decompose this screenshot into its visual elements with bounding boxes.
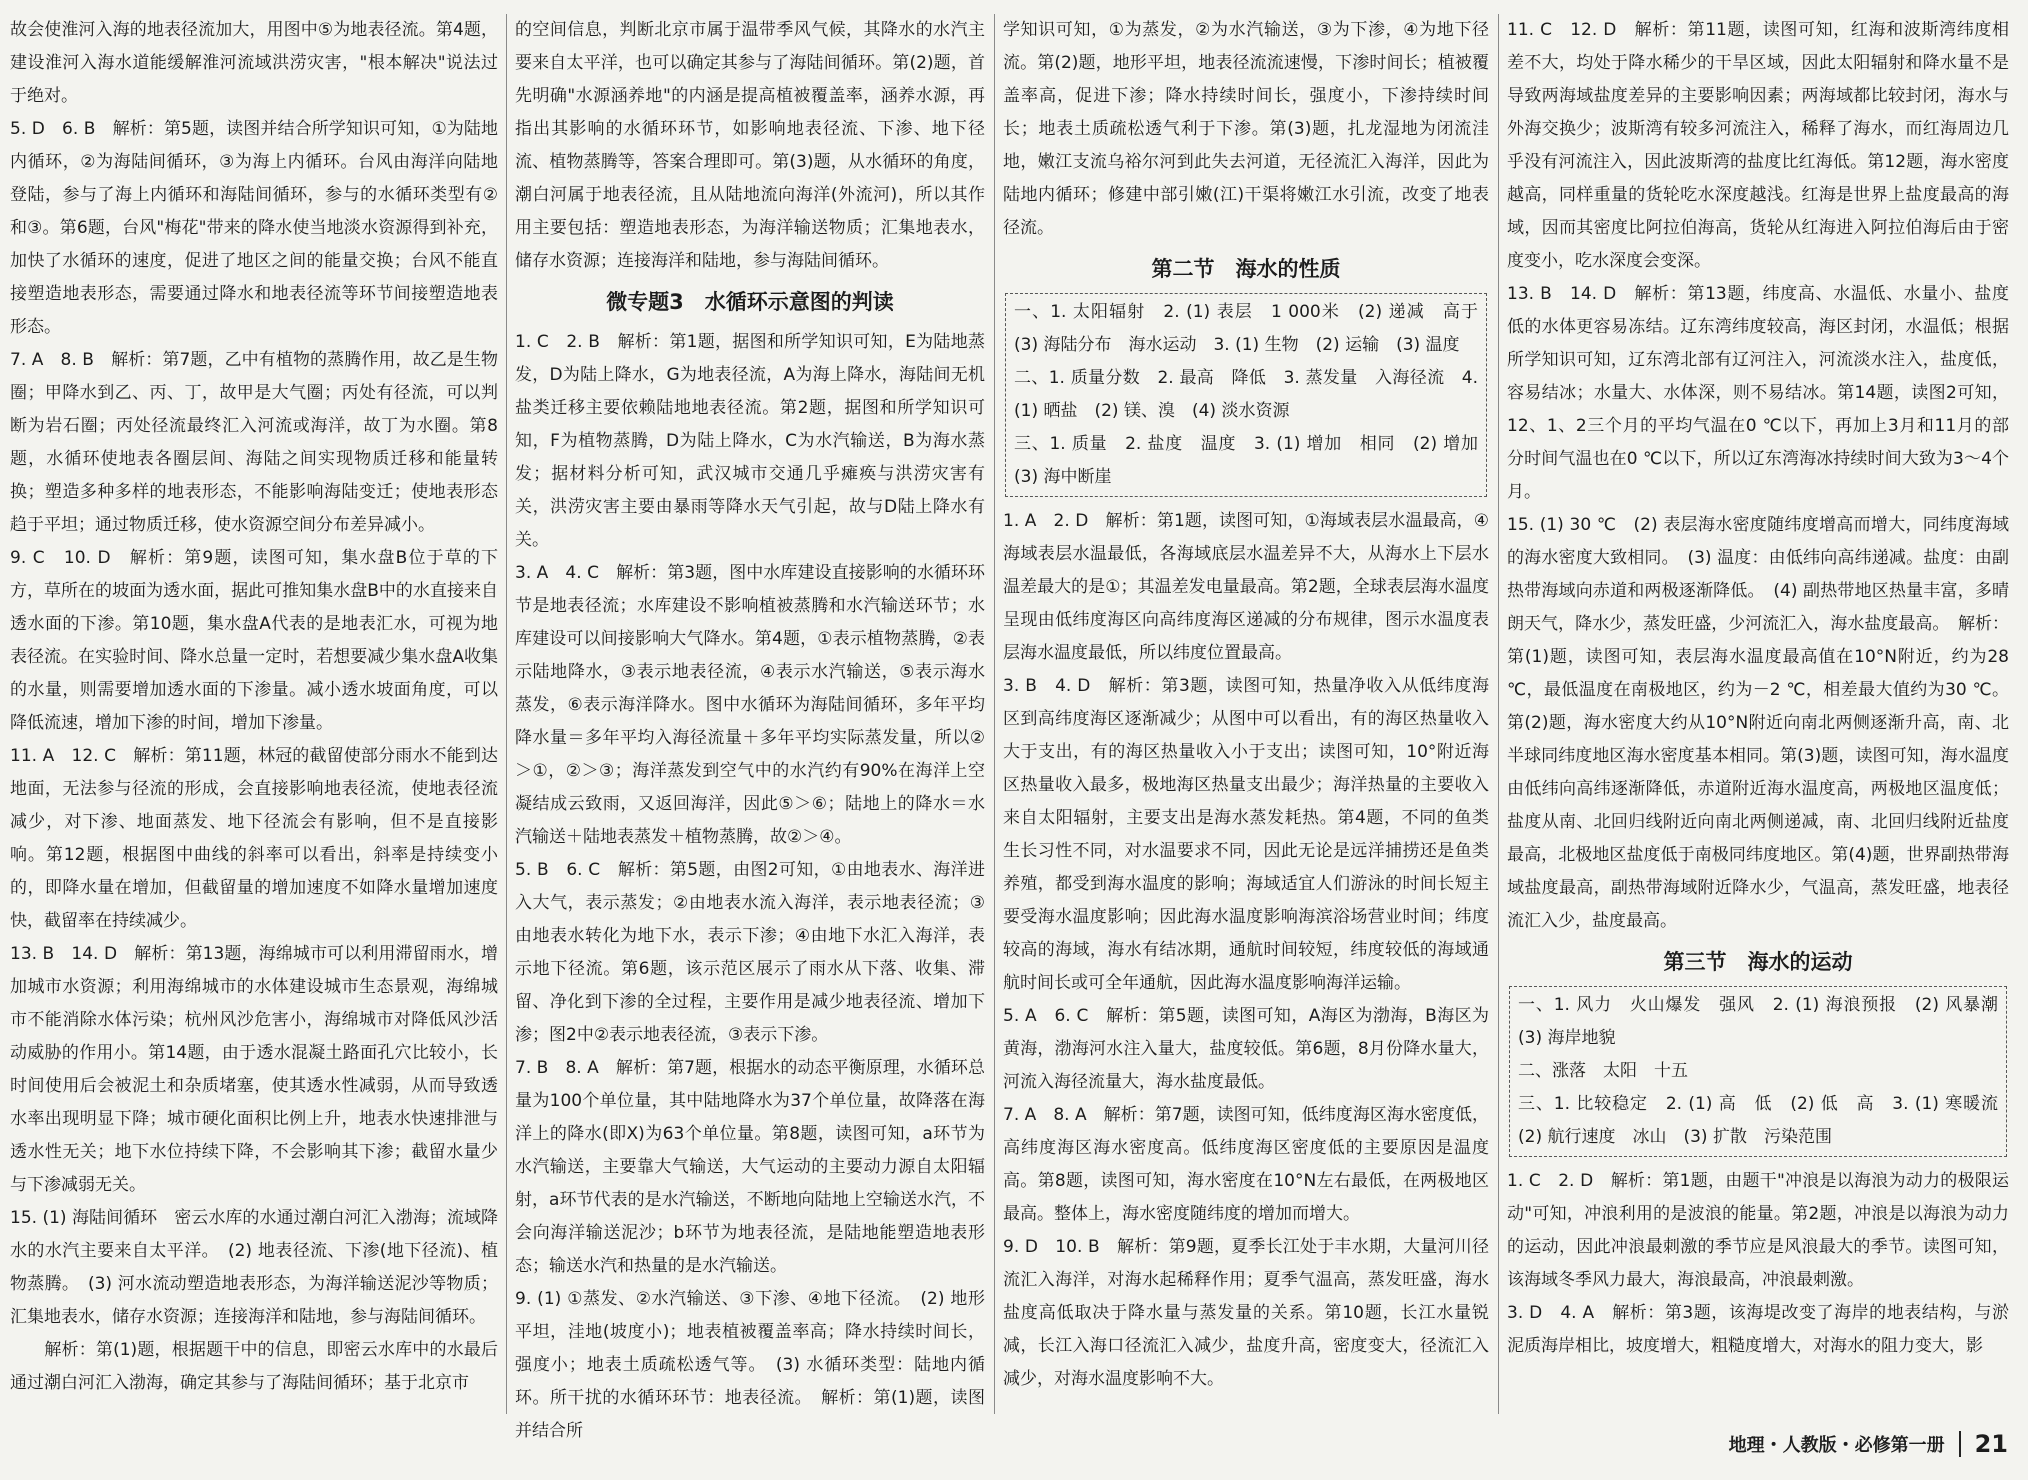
column-divider <box>994 14 995 1414</box>
page-number: 21 <box>1974 1430 2008 1458</box>
paragraph: 15. (1) 30 ℃ (2) 表层海水密度随纬度增高而增大，同纬度海域的海水密度大致相同。 (3) 温度：由低纬向高纬递减。盐度：由副热带海域向赤道和两极逐渐降低。 (4) 副热带地区热量丰富，多晴朗天气，降水少，蒸发旺盛，少河流汇入，海水盐度最高。 解析：第(1)题，读图可知，表层海水温度最高值在10°N附近，约为28 ℃，最低温度在南极地区，约为－2 ℃，相差最大值约为30 ℃。第(2)题，海水密度大约从10°N附近向南北两侧逐渐升高，南、北半球同纬度地区海水密度基本相同。第(3)题，读图可知，海水温度由低纬向高纬逐渐降低，赤道附近海水温度高，两极地区温度低；盐度从南、北回归线附近向南北两侧递减，南、北回归线附近盐度最高，北极地区盐度低于南极同纬度地区。第(4)题，世界副热带海域盐度最高，副热带海域附近降水少，气温高，蒸发旺盛，地表径流汇入少，盐度最高。 <box>1507 515 2009 931</box>
page-footer <box>1729 1426 2008 1462</box>
paragraph: 7. A 8. A 解析：第7题，读图可知，低纬度海区海水密度低，高纬度海区海水密度高。低纬度海区密度低的主要原因是温度高。第8题，读图可知，海水密度在10°N左右最低，在两极地区最高。整体上，海水密度随纬度的增加而增大。 <box>1003 1105 1489 1224</box>
box-line: 三、1. 质量 2. 盐度 温度 3. (1) 增加 相同 (2) 增加 (3) 海中断崖 <box>1014 434 1495 487</box>
paragraph: 5. B 6. C 解析：第5题，由图2可知，①由地表水、海洋进入大气，表示蒸发；②由地表水流入海洋，表示地表径流；③由地表水转化为地下水，表示下渗；④由地下水汇入海洋，表示地下径流。第6题，该示范区展示了雨水从下落、收集、滞留、净化到下渗的全过程，主要作用是减少地表径流、增加下渗；图2中②表示地表径流，③表示下渗。 <box>515 860 985 1045</box>
footer-divider <box>1959 1431 1961 1457</box>
section-title: 第三节 海水的运动 <box>1663 950 1853 974</box>
section-title: 第二节 海水的性质 <box>1151 257 1341 281</box>
column-4 <box>1507 14 2015 1414</box>
box-line: 二、涨落 太阳 十五 <box>1518 1061 1688 1081</box>
paragraph: 9. C 10. D 解析：第9题，读图可知，集水盘B位于草的下方，草所在的坡面为透水面，据此可推知集水盘B中的水直接来自透水面的下渗。第10题，集水盘A代表的是地表汇水，可视为地表径流。在实验时间、降水总量一定时，若想要减少集水盘A收集的水量，则需要增加透水面的下渗量。减小透水坡面角度，可以降低流速，增加下渗的时间，增加下渗量。 <box>10 548 498 733</box>
paragraph: 1. C 2. D 解析：第1题，由题干"冲浪是以海浪为动力的极限运动"可知，冲浪利用的是波浪的能量。第2题，冲浪是以海浪为动力的运动，因此冲浪最刺激的季节应是风浪最大的季节。读图可知，该海域冬季风力最大，海浪最高，冲浪最刺激。 <box>1507 1171 2009 1290</box>
column-2 <box>515 14 985 1441</box>
book-title: 地理・人教版・必修第一册 <box>1728 1435 1945 1456</box>
box-line: 三、1. 比较稳定 2. (1) 高 低 (2) 低 高 3. (1) 寒暖流 (2) 航行速度 冰山 (3) 扩散 污染范围 <box>1518 1094 2015 1147</box>
paragraph: 13. B 14. D 解析：第13题，纬度高、水温低、水量小、盐度低的水体更容易冻结。辽东湾纬度较高，海区封闭，水温低；根据所学知识可知，辽东湾北部有辽河注入，河流淡水注入，盐度低，容易结冰；水量大、水体深，则不易结冰。第14题，读图2可知，12、1、2三个月的平均气温在0 ℃以下，再加上3月和11月的部分时间气温也在0 ℃以下，所以辽东湾海冰持续时间大致为3～4个月。 <box>1507 284 2009 502</box>
paragraph: 7. A 8. B 解析：第7题，乙中有植物的蒸腾作用，故乙是生物圈；甲降水到乙、丙、丁，故甲是大气圈；丙处有径流，可以判断为岩石圈；丙处径流最终汇入河流或海洋，故丁为水圈。第8题，水循环使地表各圈层间、海陆之间实现物质迁移和能量转换；塑造多种多样的地表形态，不能影响海陆变迁；使地表形态趋于平坦；通过物质迁移，使水资源空间分布差异减小。 <box>10 350 498 535</box>
column-1 <box>10 14 498 1414</box>
box-line: 二、1. 质量分数 2. 最高 降低 3. 蒸发量 入海径流 4. (1) 晒盐 (2) 镁、溴 (4) 淡水资源 <box>1014 368 1478 421</box>
box-line: 一、1. 太阳辐射 2. (1) 表层 1 000米 (2) 递减 高于 (3) 海陆分布 海水运动 3. (1) 生物 (2) 运输 (3) 温度 <box>1014 302 1495 355</box>
column-3 <box>1003 14 1495 1414</box>
box-line: 一、1. 风力 火山爆发 强风 2. (1) 海浪预报 (2) 风暴潮 (3) 海岸地貌 <box>1518 995 2015 1048</box>
paragraph: 解析：第(1)题，根据题干中的信息，即密云水库中的水最后通过潮白河汇入渤海，确定其参与了海陆间循环；基于北京市 <box>10 1340 498 1393</box>
paragraph: 1. A 2. D 解析：第1题，读图可知，①海域表层水温最高，④海域表层水温最低，各海域底层水温差异不大，从海水上下层水温差最大的是①；其温差发电量最高。第2题，全球表层海水温度呈现由低纬度海区向高纬度海区递减的分布规律，图示水温度表层海水温度最低，所以纬度位置最高。 <box>1003 511 1489 663</box>
paragraph: 15. (1) 海陆间循环 密云水库的水通过潮白河汇入渤海；流域降水的水汽主要来自太平洋。 (2) 地表径流、下渗(地下径流)、植物蒸腾。 (3) 河水流动塑造地表形态，为海洋输送泥沙等物质；汇集地表水，储存水资源；连接海洋和陆地，参与海陆间循环。 <box>10 1208 498 1327</box>
section-title: 微专题3 水循环示意图的判读 <box>606 290 894 314</box>
paragraph: 11. A 12. C 解析：第11题，林冠的截留使部分雨水不能到达地面，无法参与径流的形成，会直接影响地表径流，使地表径流减少，对下渗、地面蒸发、地下径流会有影响，但不是直接影响。第12题，根据图中曲线的斜率可以看出，斜率是持续变小的，即降水量在增加，但截留量的增加速度不如降水量增加速度快，截留率在持续减少。 <box>10 746 498 931</box>
paragraph: 3. B 4. D 解析：第3题，读图可知，热量净收入从低纬度海区到高纬度海区逐渐减少；从图中可以看出，有的海区热量收入大于支出，有的海区热量收入小于支出；读图可知，10°附近海区热量收入最多，极地海区热量支出最少；海洋热量的主要收入来自太阳辐射，主要支出是海水蒸发耗热。第4题，不同的鱼类生长习性不同，对水温要求不同，因此无论是远洋捕捞还是鱼类养殖，都受到海水温度的影响；海域适宜人们游泳的时间长短主要受海水温度影响；因此海水温度影响海滨浴场营业时间；纬度较高的海域，海水有结冰期，通航时间较短，纬度较低的海域通航时间长或可全年通航，因此海水温度影响海洋运输。 <box>1003 676 1489 993</box>
paragraph: 3. D 4. A 解析：第3题，该海堤改变了海岸的地表结构，与淤泥质海岸相比，坡度增大，粗糙度增大，对海水的阻力变大，影 <box>1507 1303 2009 1356</box>
paragraph: 9. (1) ①蒸发、②水汽输送、③下渗、④地下径流。 (2) 地形平坦，洼地(坡度小)；地表植被覆盖率高；降水持续时间长，强度小；地表土质疏松透气等。 (3) 水循环类型：陆地内循环。所干扰的水循环环节：地表径流。 解析：第(1)题，读图并结合所 <box>515 1289 985 1441</box>
paragraph: 9. D 10. B 解析：第9题，夏季长江处于丰水期，大量河川径流汇入海洋，对海水起稀释作用；夏季气温高，蒸发旺盛，海水盐度高低取决于降水量与蒸发量的关系。第10题，长江水量锐减，长江入海口径流汇入减少，盐度升高，密度变大，径流汇入减少，对海水温度影响不大。 <box>1003 1237 1489 1389</box>
column-divider <box>1498 14 1499 1414</box>
paragraph: 学知识可知，①为蒸发，②为水汽输送，③为下渗，④为地下径流。第(2)题，地形平坦，地表径流流速慢，下渗时间长；植被覆盖率高，促进下渗；降水持续时间长，强度小，下渗持续时间长；地表土质疏松透气利于下渗。第(3)题，扎龙湿地为闭流洼地，嫩江支流乌裕尔河到此失去河道，无径流汇入海洋，因此为陆地内循环；修建中部引嫩(江)干渠将嫩江水引流，改变了地表径流。 <box>1003 20 1489 238</box>
paragraph: 3. A 4. C 解析：第3题，图中水库建设直接影响的水循环环节是地表径流；水库建设不影响植被蒸腾和水汽输送环节；水库建设可以间接影响大气降水。第4题，①表示植物蒸腾，②表示陆地降水，③表示地表径流，④表示水汽输送，⑤表示海水蒸发，⑥表示海洋降水。图中水循环为海陆间循环，多年平均降水量＝多年平均入海径流量＋多年平均实际蒸发量，所以②＞①，②＞③；海洋蒸发到空气中的水汽约有90%在海洋上空凝结成云致雨，又返回海洋，因此⑤＞⑥；陆地上的降水＝水汽输送＋陆地表蒸发＋植物蒸腾，故②＞④。 <box>515 563 985 847</box>
paragraph: 1. C 2. B 解析：第1题，据图和所学知识可知，E为陆地蒸发，D为陆上降水，G为地表径流，A为海上降水，海陆间无机盐类迁移主要依赖陆地地表径流。第2题，据图和所学知识可知，F为植物蒸腾，D为陆上降水，C为水汽输送，B为海水蒸发；据材料分析可知，武汉城市交通几乎瘫痪与洪涝灾害有关，洪涝灾害主要由暴雨等降水天气引起，故与D陆上降水有关。 <box>515 332 985 550</box>
fill-in-answer-box <box>1509 986 2015 1157</box>
paragraph: 11. C 12. D 解析：第11题，读图可知，红海和波斯湾纬度相差不大，均处于降水稀少的干旱区域，因此太阳辐射和降水量不是导致两海域盐度差异的主要影响因素；两海域都比较封闭，海水与外海交换少；波斯湾有较多河流注入，稀释了海水，而红海周边几乎没有河流注入，因此波斯湾的盐度比红海低。第12题，海水密度越高，同样重量的货轮吃水深度越浅。红海是世界上盐度最高的海域，因而其密度比阿拉伯海高，货轮从红海进入阿拉伯海后由于密度变小，吃水深度会变深。 <box>1507 20 2009 271</box>
paragraph: 13. B 14. D 解析：第13题，海绵城市可以利用滞留雨水，增加城市水资源；利用海绵城市的水体建设城市生态景观，海绵城市不能消除水体污染；杭州风沙危害小，海绵城市对降低风沙活动威胁的作用小。第14题，由于透水混凝土路面孔穴比较小，长时间使用后会被泥土和杂质堵塞，使其透水性减弱，从而导致透水率出现明显下降；城市硬化面积比例上升，地表水快速排泄与透水性无关；地下水位持续下降，不会影响其下渗；截留水量少与下渗减弱无关。 <box>10 944 498 1195</box>
fill-in-answer-box <box>1005 293 1495 497</box>
paragraph: 故会使淮河入海的地表径流加大，用图中⑤为地表径流。第4题，建设淮河入海水道能缓解淮河流域洪涝灾害，"根本解决"说法过于绝对。 <box>10 20 498 106</box>
paragraph: 的空间信息，判断北京市属于温带季风气候，其降水的水汽主要来自太平洋，也可以确定其参与了海陆间循环。第(2)题，首先明确"水源涵养地"的内涵是提高植被覆盖率，涵养水源，再指出其影响的水循环环节，如影响地表径流、下渗、地下径流、植物蒸腾等，答案合理即可。第(3)题，从水循环的角度，潮白河属于地表径流，且从陆地流向海洋(外流河)，所以其作用主要包括：塑造地表形态，为海洋输送物质；汇集地表水，储存水资源；连接海洋和陆地，参与海陆间循环。 <box>515 20 985 271</box>
paragraph: 5. A 6. C 解析：第5题，读图可知，A海区为渤海，B海区为黄海，渤海河水注入量大，盐度较低。第6题，8月份降水量大，河流入海径流量大，海水盐度最低。 <box>1003 1006 1489 1092</box>
column-divider <box>506 14 507 1414</box>
paragraph: 7. B 8. A 解析：第7题，根据水的动态平衡原理，水循环总量为100个单位量，其中陆地降水为37个单位量，故降落在海洋上的降水(即X)为63个单位量。第8题，读图可知，a环节为水汽输送，主要靠大气输送，大气运动的主要动力源自太阳辐射，a环节代表的是水汽输送，不断地向陆地上空输送水汽，不会向海洋输送泥沙；b环节为地表径流，是陆地能塑造地表形态；输送水汽和热量的是水汽输送。 <box>515 1058 985 1276</box>
paragraph: 5. D 6. B 解析：第5题，读图并结合所学知识可知，①为陆地内循环，②为海陆间循环，③为海上内循环。台风由海洋向陆地登陆，参与了海上内循环和海陆间循环，参与的水循环类型有②和③。第6题，台风"梅花"带来的降水使当地淡水资源得到补充，加快了水循环的速度，促进了地区之间的能量交换；台风不能直接塑造地表形态，需要通过降水和地表径流等环节间接塑造地表形态。 <box>10 119 498 337</box>
